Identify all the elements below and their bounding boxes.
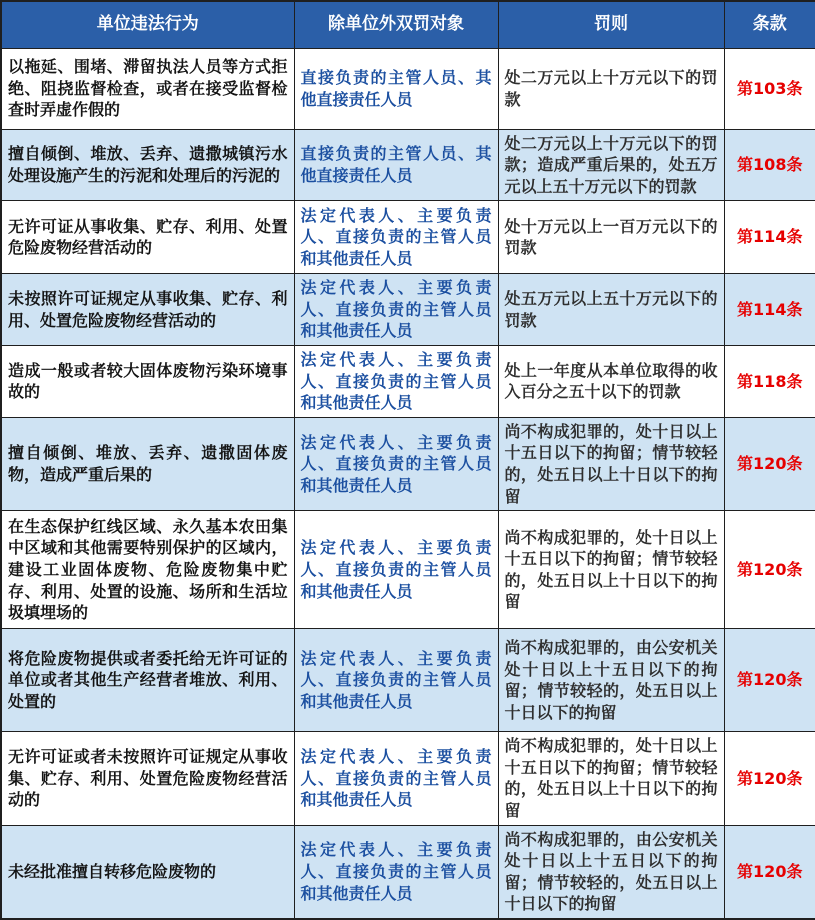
table-row bbox=[1, 825, 815, 919]
article-cell: 第120条 bbox=[724, 732, 815, 825]
violation-cell: 造成一般或者较大固体废物污染环境事故的 bbox=[1, 346, 294, 418]
violation-cell: 未按照许可证规定从事收集、贮存、利用、处置危险废物经营活动的 bbox=[1, 274, 294, 346]
target-cell: 法定代表人、主要负责人、直接负责的主管人员和其他责任人员 bbox=[294, 346, 498, 418]
header-article: 条款 bbox=[724, 1, 815, 48]
target-cell: 法定代表人、主要负责人、直接负责的主管人员和其他责任人员 bbox=[294, 274, 498, 346]
table-row bbox=[1, 346, 815, 418]
table-row bbox=[1, 48, 815, 129]
header-row bbox=[1, 1, 815, 48]
header-penalty: 罚则 bbox=[498, 1, 724, 48]
table-row bbox=[1, 417, 815, 510]
article-cell: 第114条 bbox=[724, 201, 815, 274]
target-cell: 法定代表人、主要负责人、直接负责的主管人员和其他责任人员 bbox=[294, 629, 498, 732]
target-cell: 法定代表人、主要负责人、直接负责的主管人员和其他责任人员 bbox=[294, 732, 498, 825]
article-cell: 第120条 bbox=[724, 417, 815, 510]
violation-cell: 将危险废物提供或者委托给无许可证的单位或者其他生产经营者堆放、利用、处置的 bbox=[1, 629, 294, 732]
violation-cell: 擅自倾倒、堆放、丢弃、遗撒城镇污水处理设施产生的污泥和处理后的污泥的 bbox=[1, 129, 294, 201]
article-cell: 第118条 bbox=[724, 346, 815, 418]
penalty-cell: 处二万元以上十万元以下的罚款 bbox=[498, 48, 724, 129]
target-cell: 法定代表人、主要负责人、直接负责的主管人员和其他责任人员 bbox=[294, 417, 498, 510]
article-cell: 第103条 bbox=[724, 48, 815, 129]
article-cell: 第114条 bbox=[724, 274, 815, 346]
article-cell: 第120条 bbox=[724, 825, 815, 919]
violation-cell: 以拖延、围堵、滞留执法人员等方式拒绝、阻挠监督检查，或者在接受监督检查时弄虚作假的 bbox=[1, 48, 294, 129]
target-cell: 法定代表人、主要负责人、直接负责的主管人员和其他责任人员 bbox=[294, 511, 498, 629]
penalty-cell: 处二万元以上十万元以下的罚款；造成严重后果的，处五万元以上五十万元以下的罚款 bbox=[498, 129, 724, 201]
penalty-cell: 处上一年度从本单位取得的收入百分之五十以下的罚款 bbox=[498, 346, 724, 418]
table-row bbox=[1, 629, 815, 732]
article-cell: 第120条 bbox=[724, 629, 815, 732]
table-row bbox=[1, 201, 815, 274]
table-row bbox=[1, 129, 815, 201]
header-violation: 单位违法行为 bbox=[1, 1, 294, 48]
violation-cell: 无许可证从事收集、贮存、利用、处置危险废物经营活动的 bbox=[1, 201, 294, 274]
penalty-cell: 尚不构成犯罪的，由公安机关处十日以上十五日以下的拘留；情节较轻的，处五日以上十日以下的拘留 bbox=[498, 629, 724, 732]
penalty-cell: 尚不构成犯罪的，处十日以上十五日以下的拘留；情节较轻的，处五日以上十日以下的拘留 bbox=[498, 417, 724, 510]
penalty-cell: 处五万元以上五十万元以下的罚款 bbox=[498, 274, 724, 346]
violation-cell: 未经批准擅自转移危险废物的 bbox=[1, 825, 294, 919]
table-row bbox=[1, 732, 815, 825]
target-cell: 法定代表人、主要负责人、直接负责的主管人员和其他责任人员 bbox=[294, 201, 498, 274]
target-cell: 直接负责的主管人员、其他直接责任人员 bbox=[294, 48, 498, 129]
table-row bbox=[1, 274, 815, 346]
penalty-cell: 处十万元以上一百万元以下的罚款 bbox=[498, 201, 724, 274]
penalty-cell: 尚不构成犯罪的，处十日以上十五日以下的拘留；情节较轻的，处五日以上十日以下的拘留 bbox=[498, 732, 724, 825]
target-cell: 法定代表人、主要负责人、直接负责的主管人员和其他责任人员 bbox=[294, 825, 498, 919]
table-row bbox=[1, 511, 815, 629]
target-cell: 直接负责的主管人员、其他直接责任人员 bbox=[294, 129, 498, 201]
penalty-cell: 尚不构成犯罪的，处十日以上十五日以下的拘留；情节较轻的，处五日以上十日以下的拘留 bbox=[498, 511, 724, 629]
header-target: 除单位外双罚对象 bbox=[294, 1, 498, 48]
violation-cell: 在生态保护红线区域、永久基本农田集中区域和其他需要特别保护的区域内，建设工业固体废物、危险废物集中贮存、利用、处置的设施、场所和生活垃圾填埋场的 bbox=[1, 511, 294, 629]
violation-cell: 擅自倾倒、堆放、丢弃、遗撒固体废物，造成严重后果的 bbox=[1, 417, 294, 510]
violation-cell: 无许可证或者未按照许可证规定从事收集、贮存、利用、处置危险废物经营活动的 bbox=[1, 732, 294, 825]
article-cell: 第108条 bbox=[724, 129, 815, 201]
penalty-cell: 尚不构成犯罪的，由公安机关处十日以上十五日以下的拘留；情节较轻的，处五日以上十日以下的拘留 bbox=[498, 825, 724, 919]
article-cell: 第120条 bbox=[724, 511, 815, 629]
